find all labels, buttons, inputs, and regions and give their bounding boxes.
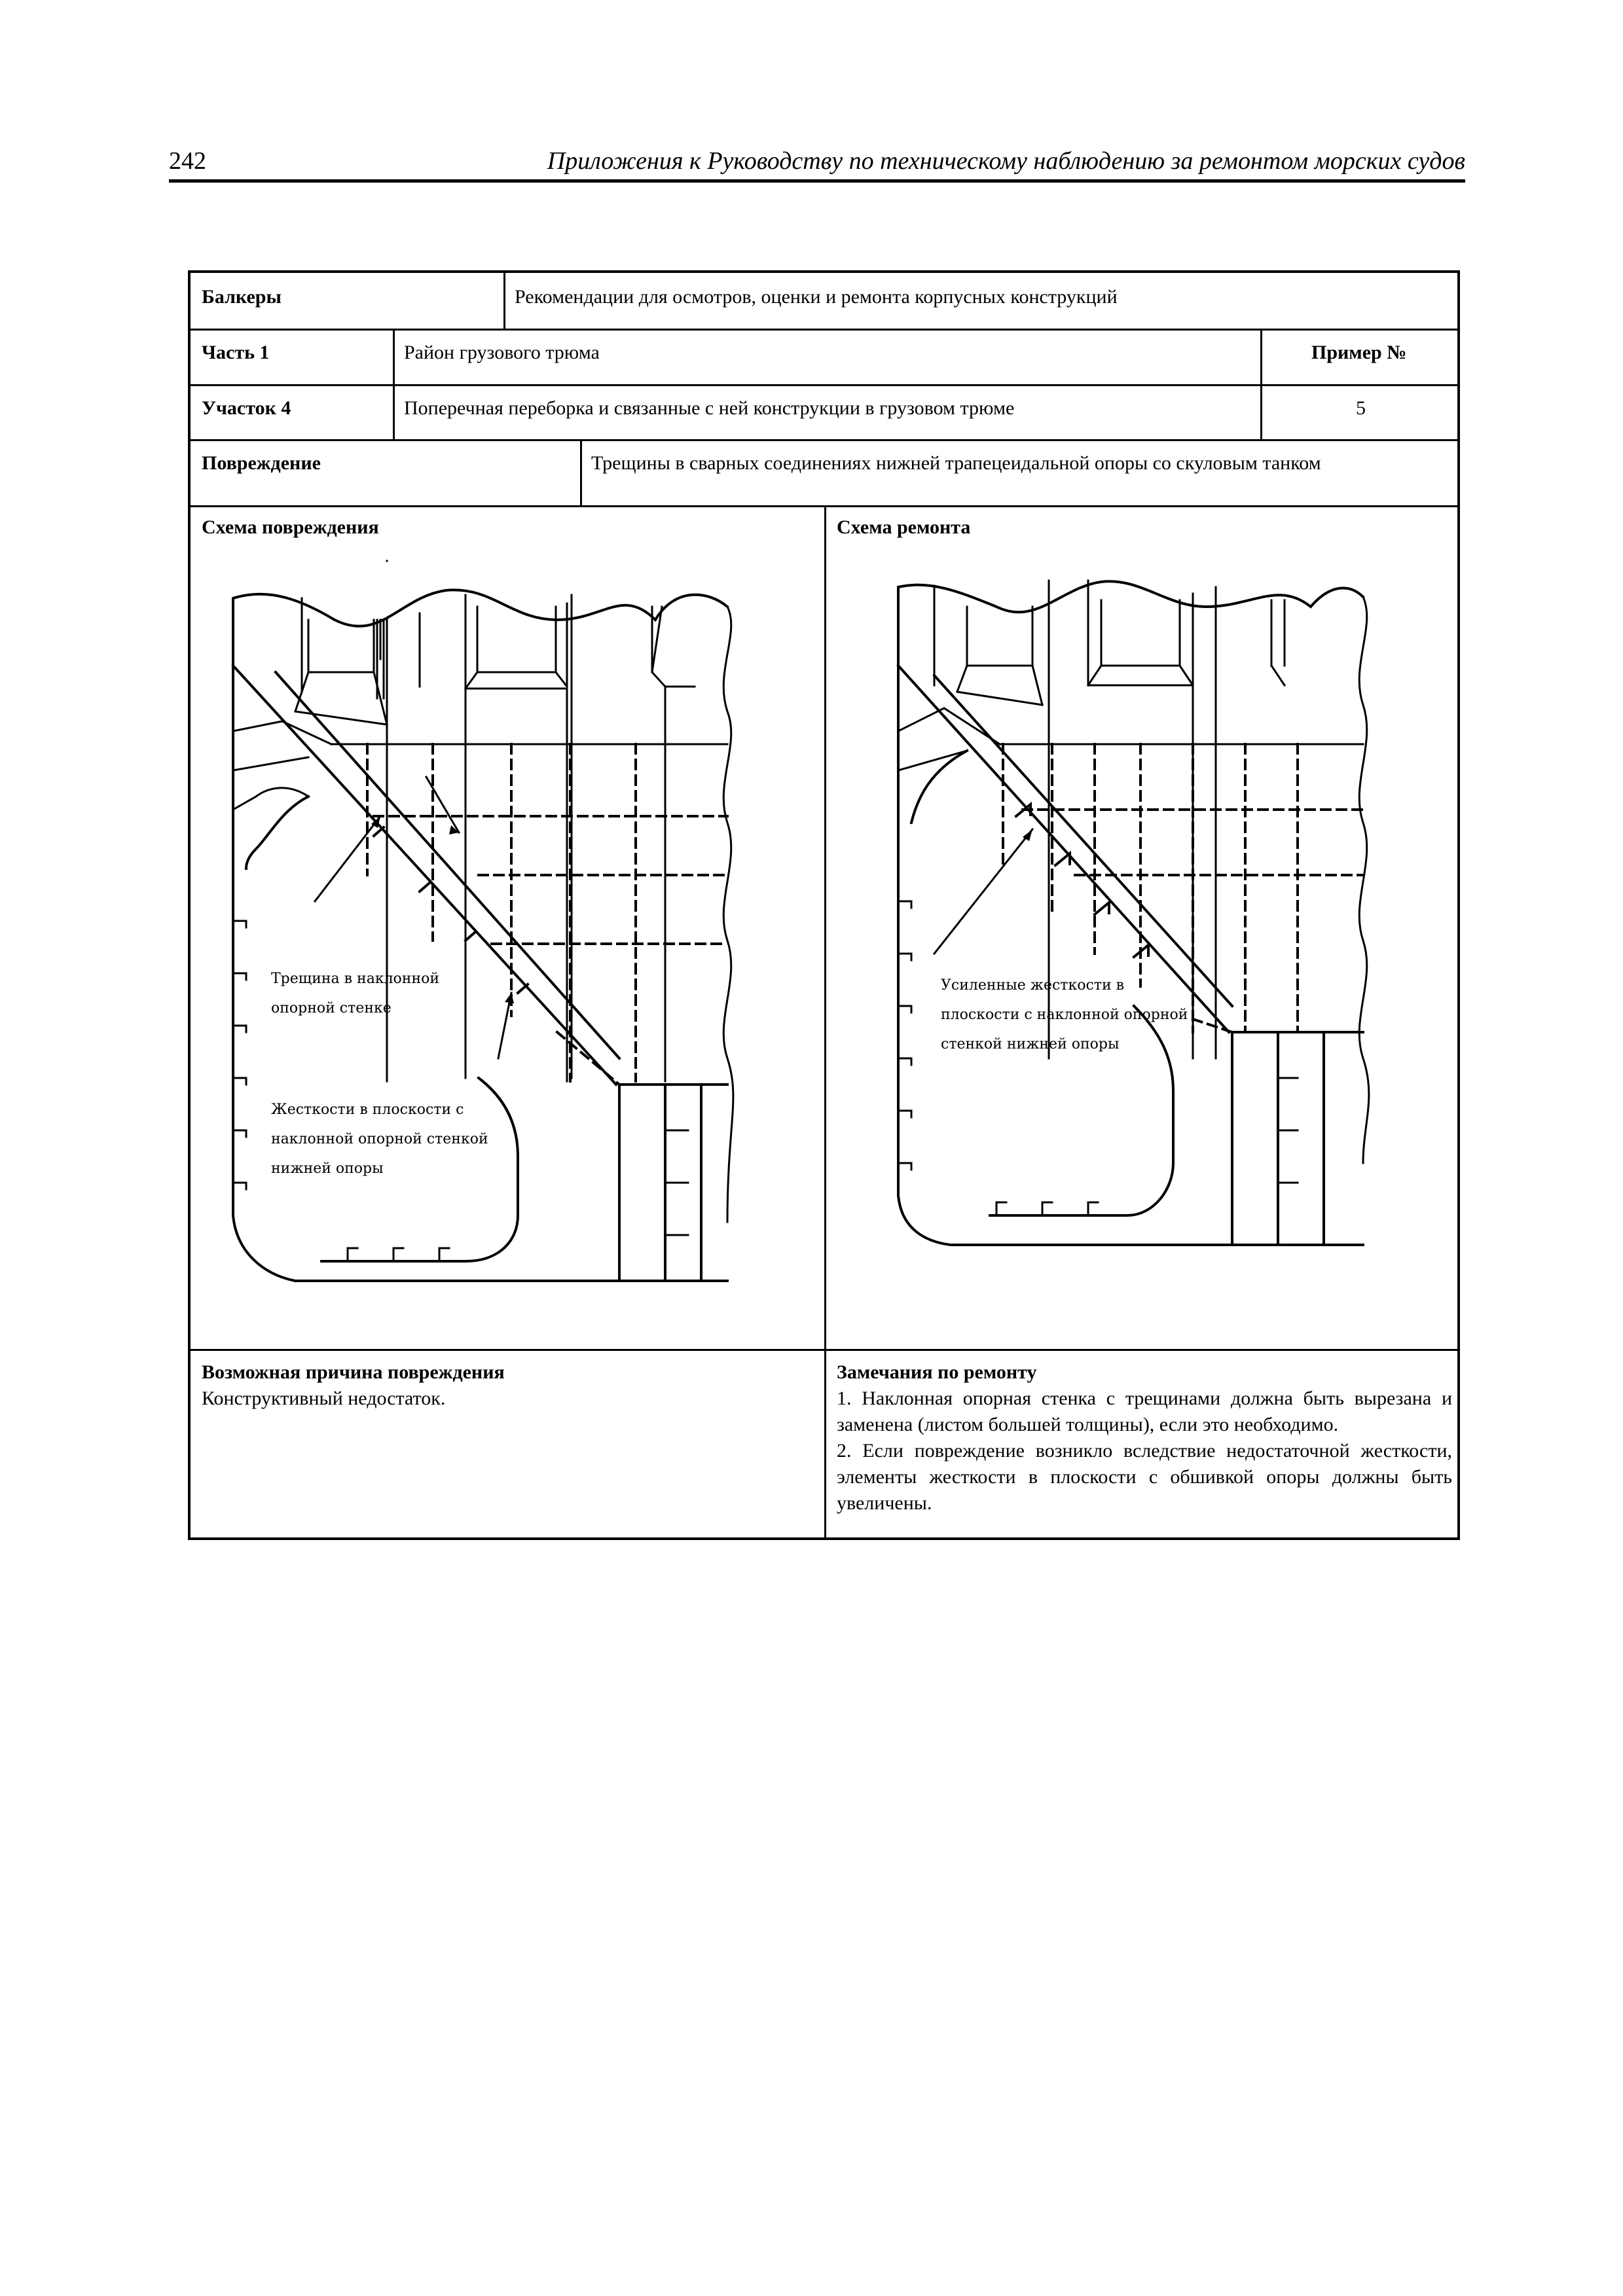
part-label: Часть 1 xyxy=(202,342,270,363)
running-title: Приложения к Руководству по техническому наблюдению за ремонтом морских судов xyxy=(547,147,1465,175)
damage-label-stiff-line1: Жесткости в плоскости с xyxy=(271,1102,464,1118)
repair-note-1: 1. Наклонная опорная стенка с трещинами должна быть вырезана и заменена (листом большей толщины), если это необходимо. xyxy=(837,1388,1452,1435)
ship-type: Балкеры xyxy=(202,286,282,308)
repair-notes-heading: Замечания по ремонту xyxy=(837,1361,1037,1383)
section-value: Поперечная переборка и связанные с ней конструкции в грузовом трюме xyxy=(404,397,1015,419)
cause-block xyxy=(202,1359,811,1412)
damage-label-stiff-line2: наклонной опорной стенкой xyxy=(271,1131,488,1147)
damage-label-crack-line2: опорной стенке xyxy=(271,1000,392,1016)
grid-line xyxy=(1260,329,1262,440)
page-number: 242 xyxy=(169,147,206,175)
damage-scheme-drawing xyxy=(191,535,822,1340)
part-value: Район грузового трюма xyxy=(404,342,600,363)
damage-scheme-heading: Схема повреждения xyxy=(202,516,379,538)
grid-line xyxy=(393,329,395,440)
card-title: Рекомендации для осмотров, оценки и ремонта корпусных конструкций xyxy=(515,286,1118,308)
grid-line xyxy=(191,439,1457,441)
grid-line xyxy=(580,439,582,507)
repair-label-line1: Усиленные жесткости в xyxy=(941,977,1125,994)
page-header xyxy=(169,145,1465,183)
damage-label-stiff-line3: нижней опоры xyxy=(271,1160,384,1177)
cause-text: Конструктивный недостаток. xyxy=(202,1388,446,1409)
repair-scheme-heading: Схема ремонта xyxy=(837,516,971,538)
repair-notes-block xyxy=(837,1359,1452,1516)
example-number: 5 xyxy=(1356,397,1366,419)
damage-value: Трещины в сварных соединениях нижней трапецеидальной опоры со скуловым танком xyxy=(591,452,1321,474)
repair-label-line2: плоскости с наклонной опорной xyxy=(941,1007,1188,1023)
repair-label-line3: стенкой нижней опоры xyxy=(941,1036,1120,1052)
damage-label-crack-line1: Трещина в наклонной xyxy=(271,971,440,987)
example-label: Пример № xyxy=(1311,342,1407,363)
cause-heading: Возможная причина повреждения xyxy=(202,1361,505,1383)
damage-card xyxy=(188,270,1460,1540)
grid-line xyxy=(191,329,1457,331)
section-label: Участок 4 xyxy=(202,397,291,419)
grid-line xyxy=(191,384,1457,386)
repair-scheme-drawing xyxy=(826,535,1458,1340)
repair-note-2: 2. Если повреждение возникло вследствие недостаточной жесткости, элементы жесткости в плоскости с обшивкой опоры должны быть увеличены. xyxy=(837,1440,1452,1514)
grid-line xyxy=(503,273,505,330)
damage-label: Повреждение xyxy=(202,452,321,474)
